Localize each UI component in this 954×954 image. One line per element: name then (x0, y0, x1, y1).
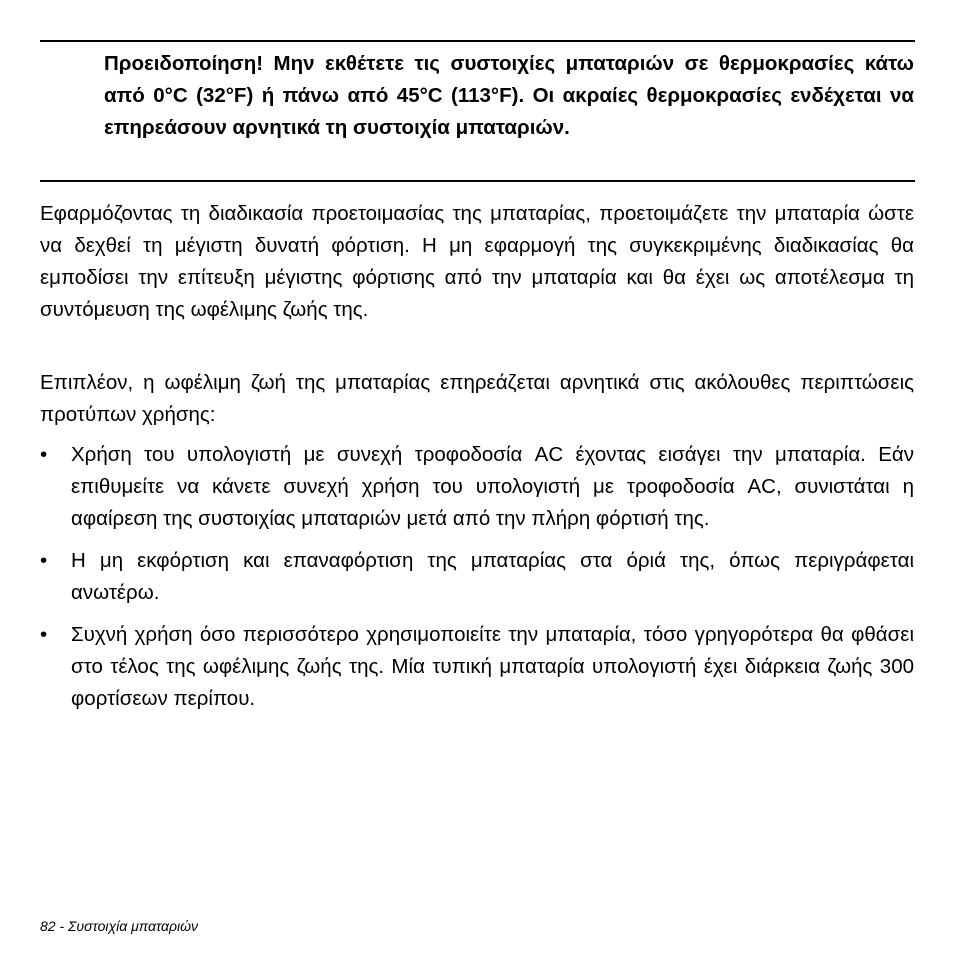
list-item-text: Η μη εκφόρτιση και επαναφόρτιση της μπαταρίας στα όριά της, όπως περιγράφεται ανωτέρω. (71, 549, 914, 604)
bullet-icon: • (40, 443, 48, 466)
warning-top-rule (40, 40, 915, 42)
usage-pattern-list (40, 439, 914, 725)
warning-bottom-rule (40, 180, 915, 182)
body-paragraph-conditioning: Εφαρμόζοντας τη διαδικασία προετοιμασίας της μπαταρίας, προετοιμάζετε την μπαταρία ώστε να δεχθεί τη μέγιστη δυνατή φόρτιση. Η μη εφαρμογή της συγκεκριμένης διαδικασίας θα εμποδίσει την επίτευξη μέγιστης φόρτισης από την μπαταρία και θα έχει ως αποτέλεσμα τη συντόμευση της ωφέλιμης ζωής της. (40, 202, 914, 321)
list-item-text: Συχνή χρήση όσο περισσότερο χρησιμοποιείτε την μπαταρία, τόσο γρηγορότερα θα φθάσει στο τέλος της ωφέλιμης ζωής της. Μία τυπική μπαταρία υπολογιστή έχει διάρκεια ζωής 300 φορτίσεων περίπου. (71, 623, 914, 710)
page-footer: 82 - Συστοιχία μπαταριών (40, 918, 198, 934)
list-item (40, 545, 914, 609)
list-item (40, 439, 914, 535)
bullet-icon: • (40, 549, 48, 572)
warning-note: Προειδοποίηση! Μην εκθέτετε τις συστοιχίες μπαταριών σε θερμοκρασίες κάτω από 0°C (32°F) ή πάνω από 45°C (113°F). Οι ακραίες θερμοκρασίες ενδέχεται να επηρεάσουν αρνητικά τη συστοιχία μπαταριών. (104, 52, 914, 139)
bullet-icon: • (40, 623, 48, 646)
body-paragraph-usage-patterns: Επιπλέον, η ωφέλιμη ζωή της μπαταρίας επηρεάζεται αρνητικά στις ακόλουθες περιπτώσεις προτύπων χρήσης: (40, 371, 914, 426)
list-item (40, 619, 914, 715)
list-item-text: Χρήση του υπολογιστή με συνεχή τροφοδοσία AC έχοντας εισάγει την μπαταρία. Εάν επιθυμείτε να κάνετε συνεχή χρήση του υπολογιστή με τροφοδοσία AC, συνιστάται η αφαίρεση της συστοιχίας μπαταριών μετά από την πλήρη φόρτισή της. (71, 443, 914, 530)
